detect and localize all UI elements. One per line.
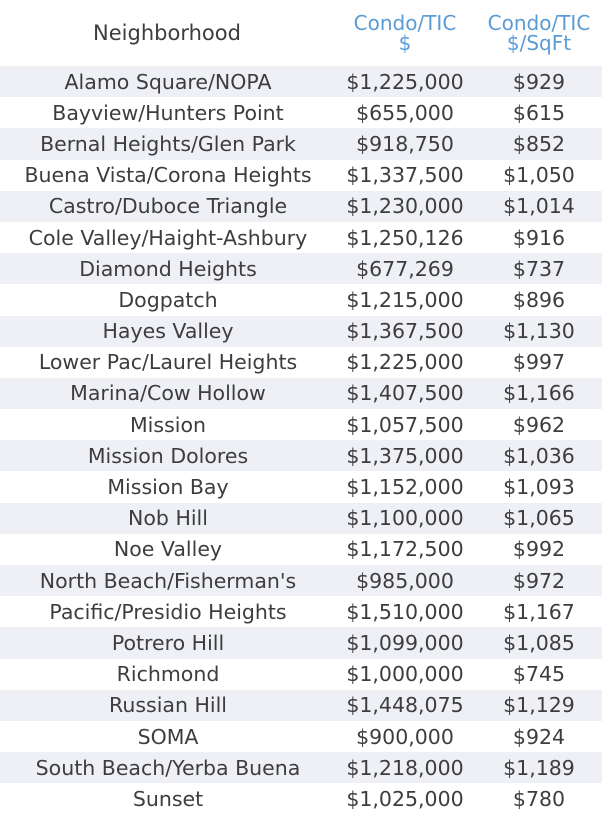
price-cell: $1,225,000 xyxy=(334,66,476,97)
price-per-sqft-cell: $852 xyxy=(476,128,602,159)
price-per-sqft-cell: $1,050 xyxy=(476,160,602,191)
table-row xyxy=(0,160,602,191)
table-row xyxy=(0,284,602,315)
price-per-sqft-cell: $1,093 xyxy=(476,471,602,502)
neighborhood-cell: Sunset xyxy=(0,783,334,814)
neighborhood-cell: Castro/Duboce Triangle xyxy=(0,191,334,222)
price-cell: $1,172,500 xyxy=(334,534,476,565)
neighborhood-cell: Mission Bay xyxy=(0,471,334,502)
price-per-sqft-cell: $1,014 xyxy=(476,191,602,222)
price-per-sqft-cell: $1,167 xyxy=(476,596,602,627)
table-row xyxy=(0,596,602,627)
table-row xyxy=(0,503,602,534)
price-cell: $1,215,000 xyxy=(334,284,476,315)
price-per-sqft-cell: $745 xyxy=(476,659,602,690)
neighborhood-cell: Marina/Cow Hollow xyxy=(0,378,334,409)
price-per-sqft-cell: $1,189 xyxy=(476,752,602,783)
table-row xyxy=(0,627,602,658)
price-per-sqft-cell: $972 xyxy=(476,565,602,596)
price-per-sqft-cell: $1,065 xyxy=(476,503,602,534)
table-row xyxy=(0,690,602,721)
price-per-sqft-cell: $997 xyxy=(476,347,602,378)
table-row xyxy=(0,471,602,502)
table-row xyxy=(0,191,602,222)
sqft-column-header xyxy=(476,0,602,66)
price-per-sqft-cell: $615 xyxy=(476,97,602,128)
neighborhood-cell: Cole Valley/Haight-Ashbury xyxy=(0,222,334,253)
table-row xyxy=(0,316,602,347)
table-row xyxy=(0,783,602,814)
neighborhood-cell: Bernal Heights/Glen Park xyxy=(0,128,334,159)
header-row xyxy=(0,0,602,66)
price-per-sqft-cell: $1,166 xyxy=(476,378,602,409)
table-row xyxy=(0,565,602,596)
price-cell: $1,510,000 xyxy=(334,596,476,627)
price-cell: $900,000 xyxy=(334,721,476,752)
table-row xyxy=(0,97,602,128)
price-cell: $1,407,500 xyxy=(334,378,476,409)
price-cell: $1,337,500 xyxy=(334,160,476,191)
price-per-sqft-cell: $1,036 xyxy=(476,440,602,471)
neighborhood-cell: Noe Valley xyxy=(0,534,334,565)
neighborhood-cell: Nob Hill xyxy=(0,503,334,534)
neighborhood-cell: Potrero Hill xyxy=(0,627,334,658)
price-per-sqft-cell: $1,130 xyxy=(476,316,602,347)
table-row xyxy=(0,378,602,409)
price-cell: $655,000 xyxy=(334,97,476,128)
neighborhood-cell: Russian Hill xyxy=(0,690,334,721)
price-per-sqft-cell: $929 xyxy=(476,66,602,97)
price-header-line2: $ xyxy=(398,31,412,55)
price-header-line1: Condo/TIC xyxy=(353,11,457,35)
sqft-header-line1: Condo/TIC xyxy=(487,11,591,35)
price-cell: $1,367,500 xyxy=(334,316,476,347)
price-per-sqft-cell: $924 xyxy=(476,721,602,752)
price-cell: $985,000 xyxy=(334,565,476,596)
price-per-sqft-cell: $992 xyxy=(476,534,602,565)
price-cell: $1,000,000 xyxy=(334,659,476,690)
table-header xyxy=(0,0,602,66)
price-column-header xyxy=(334,0,476,66)
price-per-sqft-cell: $737 xyxy=(476,253,602,284)
neighborhood-cell: Alamo Square/NOPA xyxy=(0,66,334,97)
neighborhood-cell: Hayes Valley xyxy=(0,316,334,347)
price-cell: $918,750 xyxy=(334,128,476,159)
price-cell: $1,100,000 xyxy=(334,503,476,534)
neighborhood-cell: Mission Dolores xyxy=(0,440,334,471)
table-row xyxy=(0,222,602,253)
price-cell: $1,375,000 xyxy=(334,440,476,471)
neighborhood-cell: Diamond Heights xyxy=(0,253,334,284)
table-row xyxy=(0,659,602,690)
price-cell: $1,099,000 xyxy=(334,627,476,658)
neighborhood-cell: Mission xyxy=(0,409,334,440)
price-cell: $1,225,000 xyxy=(334,347,476,378)
table-row xyxy=(0,534,602,565)
neighborhood-column-header: Neighborhood xyxy=(0,0,334,66)
price-per-sqft-cell: $780 xyxy=(476,783,602,814)
neighborhood-cell: Dogpatch xyxy=(0,284,334,315)
neighborhood-cell: Bayview/Hunters Point xyxy=(0,97,334,128)
table-row xyxy=(0,253,602,284)
price-cell: $1,218,000 xyxy=(334,752,476,783)
price-per-sqft-cell: $962 xyxy=(476,409,602,440)
neighborhood-cell: Richmond xyxy=(0,659,334,690)
neighborhood-cell: Pacific/Presidio Heights xyxy=(0,596,334,627)
table-row xyxy=(0,409,602,440)
price-per-sqft-cell: $1,085 xyxy=(476,627,602,658)
price-per-sqft-cell: $916 xyxy=(476,222,602,253)
price-cell: $1,152,000 xyxy=(334,471,476,502)
table-row xyxy=(0,721,602,752)
neighborhood-cell: Buena Vista/Corona Heights xyxy=(0,160,334,191)
table-row xyxy=(0,752,602,783)
neighborhood-cell: SOMA xyxy=(0,721,334,752)
table-body xyxy=(0,66,602,815)
price-cell: $1,250,126 xyxy=(334,222,476,253)
price-cell: $1,230,000 xyxy=(334,191,476,222)
table-row xyxy=(0,66,602,97)
sqft-header-line2: $/SqFt xyxy=(506,31,572,55)
neighborhood-cell: North Beach/Fisherman's xyxy=(0,565,334,596)
price-per-sqft-cell: $896 xyxy=(476,284,602,315)
price-cell: $1,057,500 xyxy=(334,409,476,440)
price-cell: $677,269 xyxy=(334,253,476,284)
price-cell: $1,448,075 xyxy=(334,690,476,721)
table-row xyxy=(0,128,602,159)
table-row xyxy=(0,440,602,471)
table-row xyxy=(0,347,602,378)
price-per-sqft-cell: $1,129 xyxy=(476,690,602,721)
neighborhood-cell: South Beach/Yerba Buena xyxy=(0,752,334,783)
price-cell: $1,025,000 xyxy=(334,783,476,814)
neighborhood-cell: Lower Pac/Laurel Heights xyxy=(0,347,334,378)
